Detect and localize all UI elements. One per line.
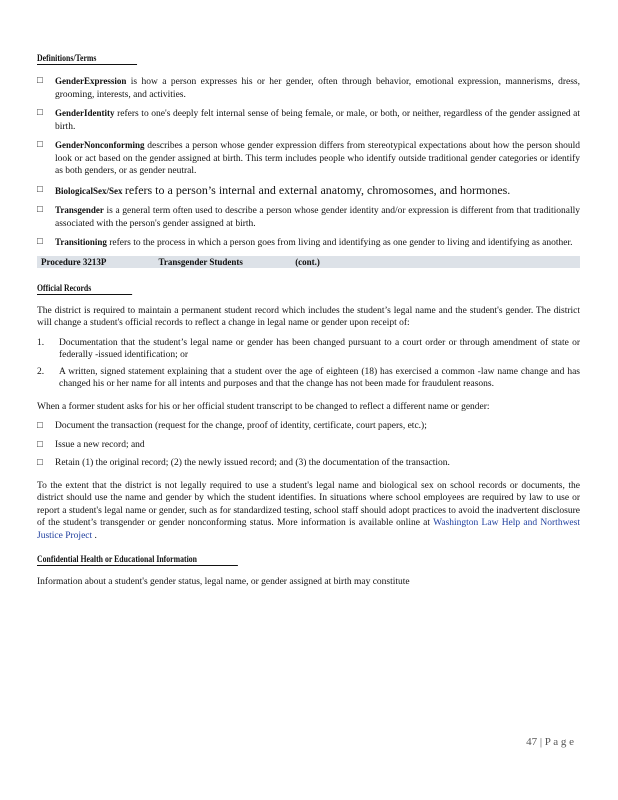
records-heading: Official Records — [37, 284, 132, 295]
definition-term: GenderIdentity — [55, 108, 115, 118]
page-number: 47 | P a g e — [526, 736, 574, 748]
definition-item — [37, 184, 580, 199]
list-text: Document the transaction (request for the change, proof of identity, certificate, court papers, etc.); — [55, 421, 427, 431]
procedure-title: Transgender Students — [158, 256, 243, 267]
definitions-list — [37, 75, 580, 250]
definition-text: describes a person whose gender expression differs from stereotypical expectations about how the person should look or act based on the gender assigned at birth. This term includes people who identify outside traditional gender categories or identify as both genders, or as gender neutral. — [55, 141, 580, 176]
definition-term: GenderExpression — [55, 76, 127, 86]
transcript-list-item — [37, 439, 580, 452]
list-text: Documentation that the student’s legal name or gender has been changed pursuant to a court order or through amendment of state or federally -issued identification; or — [59, 337, 580, 360]
records-intro: The district is required to maintain a permanent student record which includes the student’s legal name and the student's gender. The district will change a student's official records to reflect a change in legal name or gender upon receipt of: — [37, 305, 580, 328]
transcript-list-item — [37, 457, 580, 470]
transcript-list-item — [37, 420, 580, 433]
checkbox-bullet-icon: □ — [37, 108, 43, 118]
definition-text: is a general term often used to describe a person whose gender identity and/or expression is different from that traditionally associated with the person's gender assigned at birth. — [55, 206, 580, 229]
procedure-header-band — [37, 256, 580, 268]
transcript-list — [37, 420, 580, 470]
records-list-item — [37, 366, 580, 391]
definition-text: refers to a person’s internal and external anatomy, chromosomes, and hormones. — [124, 182, 511, 197]
definition-item — [37, 107, 580, 133]
list-number: 1. — [37, 337, 45, 348]
checkbox-bullet-icon: □ — [37, 421, 43, 431]
list-number: 2. — [37, 366, 45, 377]
definition-term: GenderNonconforming — [55, 140, 145, 150]
confidential-text: Information about a student's gender status, legal name, or gender assigned at birth may constitute — [37, 577, 410, 587]
checkbox-bullet-icon: □ — [37, 76, 43, 86]
definition-item — [37, 139, 580, 178]
checkbox-bullet-icon: □ — [37, 237, 43, 247]
checkbox-bullet-icon: □ — [37, 184, 43, 195]
records-list — [37, 337, 580, 391]
resource-link[interactable]: Washington Law Help and Northwest Justice Project — [37, 518, 580, 541]
list-text: Retain (1) the original record; (2) the newly issued record; and (3) the documentation of the transaction. — [55, 458, 450, 468]
definition-text: refers to the process in which a person goes from living and identifying as one gender to living and identifying as another. — [109, 238, 573, 248]
definition-term: Transitioning — [55, 237, 107, 247]
definition-term: Transgender — [55, 205, 104, 215]
definition-text: refers to one's deeply felt internal sense of being female, or male, or both, or neither, regardless of the gender assigned at birth. — [55, 109, 581, 132]
checkbox-bullet-icon: □ — [37, 439, 43, 450]
definition-item — [37, 75, 580, 101]
procedure-cont: (cont.) — [295, 256, 320, 267]
checkbox-bullet-icon: □ — [37, 205, 43, 215]
records-list-item — [37, 337, 580, 362]
document-page — [37, 48, 580, 596]
list-text: Issue a new record; and — [55, 439, 145, 450]
confidential-heading: Confidential Health or Educational Information — [37, 555, 238, 566]
definition-item — [37, 204, 580, 230]
definitions-heading: Definitions/Terms — [37, 54, 137, 65]
checkbox-bullet-icon: □ — [37, 140, 43, 150]
transcript-intro: When a former student asks for his or her official student transcript to be changed to reflect a different name or gender: — [37, 401, 490, 412]
definition-item — [37, 236, 580, 250]
procedure-number: Procedure 3213P — [41, 256, 107, 267]
list-text: A written, signed statement explaining that a student over the age of eighteen (18) has exercised a common -law name change and has changed his or her name for all intents and purposes and that the change has not been made for fraudulent reasons. — [59, 366, 580, 389]
checkbox-bullet-icon: □ — [37, 458, 43, 468]
extent-text: To the extent that the district is not legally required to use a student's legal name and biological sex on school records or documents, the district should use the name and gender by which the student identifies. In situations where school employees are required by law to use or report a student's legal name or gender, such as for standardized testing, school staff should adopt practices to avoid the inadvertent disclosure of the student’s transgender or gender nonconforming status. More information is available online at — [37, 480, 580, 528]
definition-text: is how a person expresses his or her gender, often through behavior, emotional expression, mannerisms, dress, grooming, interests, and activities. — [55, 77, 581, 100]
definition-term: BiologicalSex/Sex — [55, 185, 123, 196]
extent-paragraph: To the extent that the district is not legally required to use a student's legal name and biological sex on school records or documents, the district should use the name and gender by which the student identifies. In situations where school employees are required by law to use or report a student's legal name or gender, such as for standardized testing, school staff should adopt practices to avoid the inadvertent disclosure of the student’s transgender or gender nonconforming status. More information is available online at Washington Law Help and Northwest Justice Project . — [37, 480, 580, 541]
